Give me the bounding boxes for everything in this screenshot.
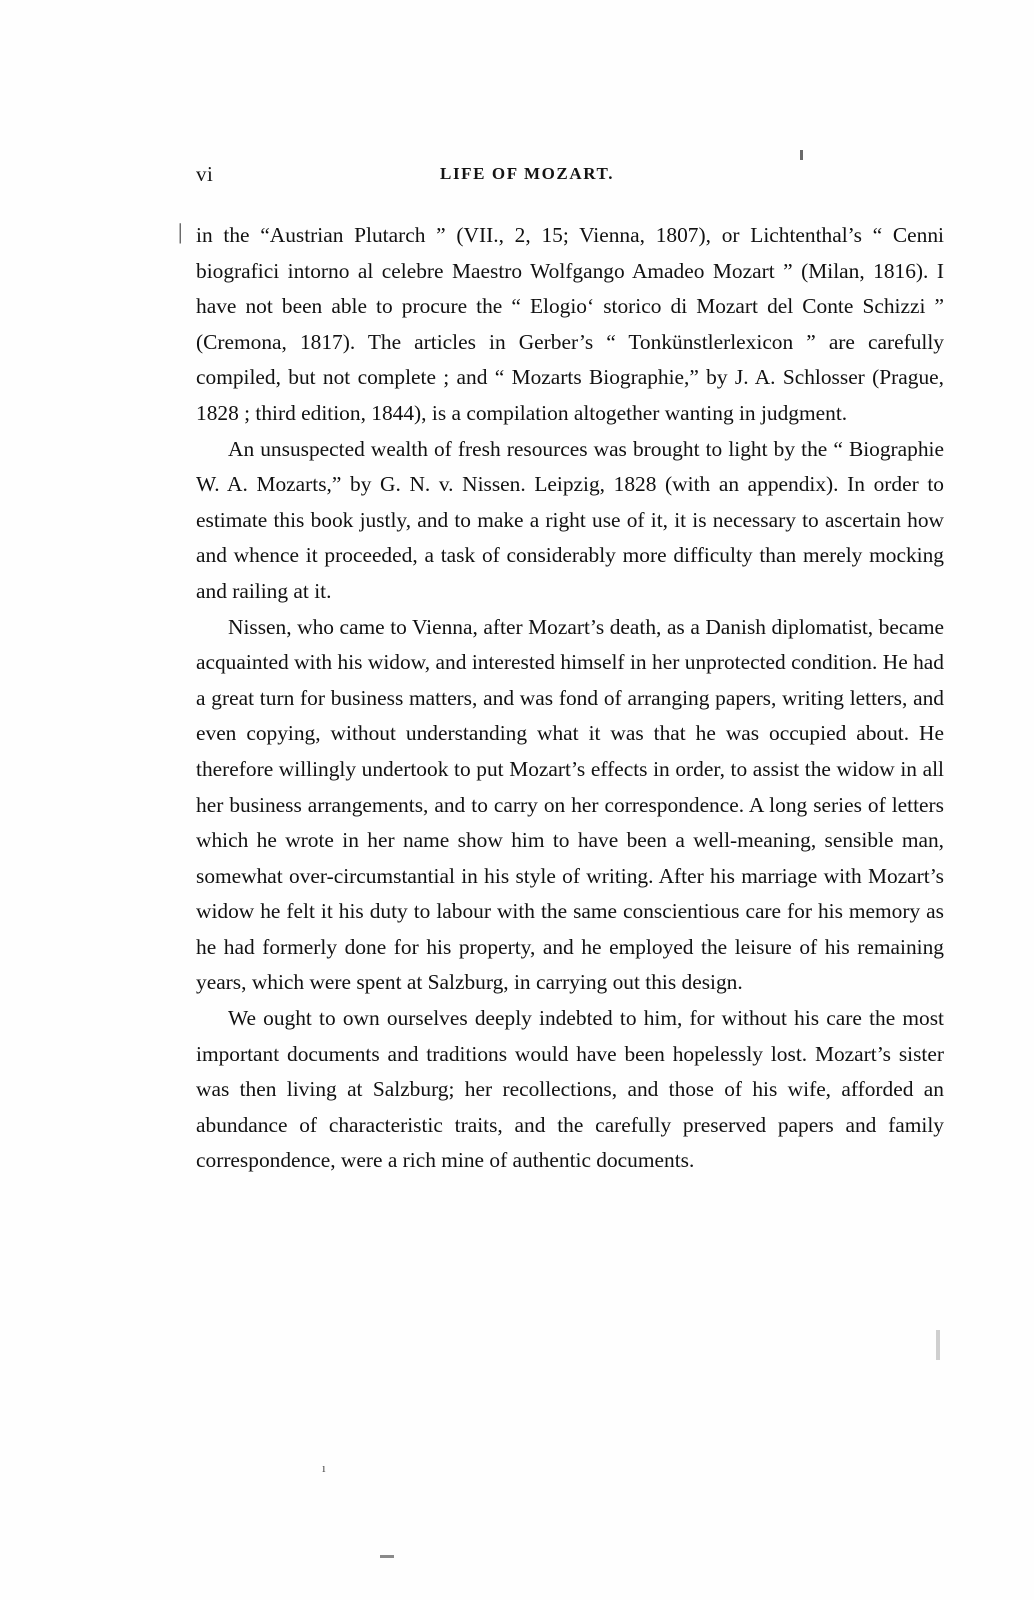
margin-mark: | <box>178 219 183 244</box>
page-header <box>196 162 941 186</box>
paragraph: in the “Austrian Plutarch ” (VII., 2, 15; Vienna, 1807), or Lichtenthal’s “ Cenni biografici intorno al celebre Maestro Wolfgango Amadeo Mozart ” (Milan, 1816). I have not been able to procure the “ Elogio‘ storico di Mozart del Conte Schizzi ” (Cremona, 1817). The articles in Gerber’s “ Tonkünstlerlexicon ” are carefully compiled, but not complete ; and “ Mozarts Biographie,” by J. A. Schlosser (Prague, 1828 ; third edition, 1844), is a compilation altogether wanting in judgment. <box>196 223 944 425</box>
paragraph: Nissen, who came to Vienna, after Mozart’s death, as a Danish diplomatist, became acquainted with his widow, and interested himself in her unprotected condition. He had a great turn for business matters, and was fond of arranging papers, writing letters, and even copying, without understanding what it was that he was occupied about. He therefore willingly undertook to put Mozart’s effects in order, to assist the widow in all her business arrangements, and to carry on her correspondence. A long series of letters which he wrote in her name show him to have been a well-meaning, sensible man, somewhat over-circumstantial in his style of writing. After his marriage with Mozart’s widow he felt it his duty to labour with the same conscientious care for his memory as he had formerly done for his property, and he employed the leisure of his remaining years, which were spent at Salzburg, in carrying out this design. <box>196 614 944 995</box>
paragraph: An unsuspected wealth of fresh resources was brought to light by the “ Biographie W. A. Mozarts,” by G. N. v. Nissen. Leipzig, 1828 (with an appendix). In order to estimate this book justly, and to make a right use of it, it is necessary to ascertain how and whence it proceeded, a task of considerably more difficulty than merely mocking and railing at it. <box>196 436 944 603</box>
paragraph: We ought to own ourselves deeply indebted to him, for without his care the most important documents and traditions would have been hopelessly lost. Mozart’s sister was then living at Salzburg; her recollections, and those of his wife, afforded an abundance of characteristic traits, and the carefully preserved papers and family correspondence, were a rich mine of authentic documents. <box>196 1006 944 1173</box>
margin-mark-bottom: ı <box>322 1460 326 1475</box>
body-text <box>196 218 944 1179</box>
page-artifact-mark <box>380 1555 394 1558</box>
page-folio: vi <box>196 162 214 186</box>
page-artifact-streak <box>936 1330 940 1360</box>
page-artifact-speck <box>800 150 803 160</box>
running-head: LIFE OF MOZART. <box>440 164 615 183</box>
